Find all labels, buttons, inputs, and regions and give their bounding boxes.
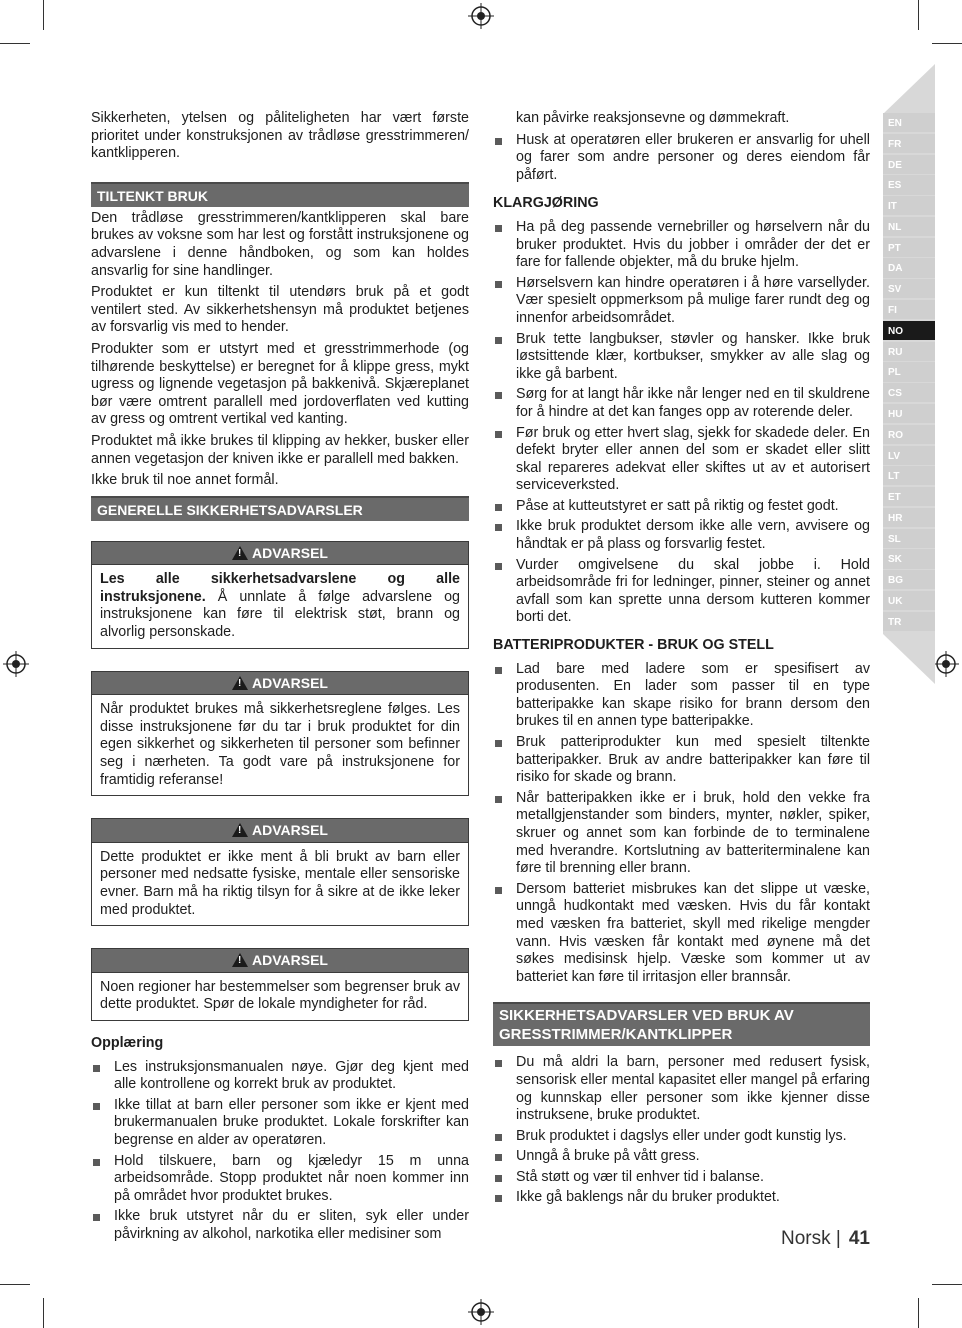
language-tab-it[interactable]: IT (883, 196, 935, 215)
list-item: Ikke gå baklengs når du bruker produktet. (493, 1189, 870, 1207)
crop-mark (932, 43, 962, 44)
list-item: Les instruksjonsmanualen nøye. Gjør deg kjent med alle kontrollene og korrekt bruk av produktet. (91, 1059, 469, 1094)
warning-box (91, 818, 469, 926)
warning-icon (232, 676, 248, 690)
language-tab-tr[interactable]: TR (883, 612, 935, 631)
list-item: Lad bare med ladere som er spesifisert av produsenten. En lader som passer til en type batteripakke kan skape risiko for brann dersom den brukes til en annen type batteripakke. (493, 661, 870, 731)
crop-mark (918, 0, 919, 30)
crop-mark (0, 1284, 30, 1285)
trimmer-safety-list (493, 1054, 870, 1207)
general-safety-heading: GENERELLE SIKKERHETSADVARSLER (91, 496, 469, 521)
paragraph: Produkter som er utstyrt med et gresstrimmerhode (og tilhørende beskyttelse) er beregnet for å klippe gress, mykt ugress og lignende vegetasjon på bakkenivå. Skjæreplanet bør være omtrent parallell med jordoverflaten ved kutting av gress og omtrent vertikal ved kanting. (91, 340, 469, 428)
registration-mark-icon (933, 651, 959, 677)
list-item: Bruk tette langbukser, støvler og hansker. Ikke bruk løstsittende klær, kortbukser, smykker av alle slag og ikke gå barbent. (493, 331, 870, 384)
language-tab-cs[interactable]: CS (883, 383, 935, 402)
paragraph: Produktet må ikke brukes til klipping av hekker, busker eller annen vegetasjon der kniven ikke er parallell med bakken. (91, 432, 469, 467)
language-tab-ro[interactable]: RO (883, 425, 935, 444)
page-number: 41 (848, 1228, 870, 1249)
list-item: Du må aldri la barn, personer med redusert fysisk, sensorisk eller mental kapasitet eller mangel på erfaring og kunnskap eller personer som ikke kjenner disse instruksene, bruke produktet. (493, 1054, 870, 1124)
list-item: Bruk patteriprodukter kun med spesielt tiltenkte batteripakker. Bruk av andre batteripakker kan føre til risiko for skade og brann. (493, 734, 870, 787)
preparation-list (493, 219, 870, 627)
right-column (493, 110, 870, 1215)
list-item: Påse at kutteutstyret er satt på riktig og festet godt. (493, 498, 870, 516)
warning-box (91, 671, 469, 797)
crop-mark (43, 1298, 44, 1328)
intro-text: Sikkerheten, ytelsen og påliteligheten har vært første prioritet under konstruksjonen av trådløse gresstrimmeren/ kantklipperen. (91, 110, 469, 162)
warning-icon (232, 953, 248, 967)
language-tab-es[interactable]: ES (883, 175, 935, 194)
left-column (91, 110, 469, 1252)
warning-title: ADVARSEL (252, 544, 328, 561)
list-item: Dersom batteriet misbrukes kan det slippe ut væske, unngå hudkontakt med væsken. Hvis du får kontakt med væsken fra batteriet, skyll med rikelige mengder vann. Hvis væsken får kontakt med øynene må det søkes medisinsk hjelp. Væske som kommer ut av batteriet kan føre til irritasjon eller brannsår. (493, 881, 870, 987)
language-tab-pl[interactable]: PL (883, 362, 935, 381)
list-item: Før bruk og etter hvert slag, sjekk for skadede deler. En defekt bryter eller annen del som er skadet eller slitt skal repareres adekvat eller skiftes ut av et autorisert serviceverksted. (493, 425, 870, 495)
list-item: Ikke bruk produktet dersom ikke alle vern, avvisere og håndtak er på plass og forsvarlig festet. (493, 518, 870, 553)
preparation-heading: KLARGJØRING (493, 195, 599, 212)
language-tab-sl[interactable]: SL (883, 529, 935, 548)
intended-use-heading: TILTENKT BRUK (91, 182, 469, 207)
language-tab-fr[interactable]: FR (883, 134, 935, 153)
language-tab-da[interactable]: DA (883, 258, 935, 277)
battery-heading: BATTERIPRODUKTER - BRUK OG STELL (493, 637, 774, 654)
warning-icon (232, 823, 248, 837)
list-item: Ikke tillat at barn eller personer som ikke er kjent med brukermanualen bruke produktet. Lokale forskrifter kan begrense en alder av operatøren. (91, 1097, 469, 1150)
list-item: Ikke bruk utstyret når du er sliten, syk eller under påvirkning av alkohol, narkotika eller medisiner som (91, 1208, 469, 1243)
battery-list (493, 661, 870, 987)
language-tab-ru[interactable]: RU (883, 342, 935, 361)
list-item: Ha på deg passende vernebriller og hørselvern når du bruker produktet. Hvis du jobber i områder der det er fare for fallende objekter, må du bruke hjelm. (493, 219, 870, 272)
list-item: Sørg for at langt hår ikke når lenger ned en til skuldrene for å hindre at det kan fanges opp av roterende deler. (493, 386, 870, 421)
language-tab-hr[interactable]: HR (883, 508, 935, 527)
registration-mark-icon (3, 651, 29, 677)
list-item: Når batteripakken ikke er i bruk, hold den vekke fra metallgjenstander som binders, mynter, nøkler, spiker, skruer og annet som kan forbinde de to terminalene med hverandre. Kortslutning av batteriterminalene kan føre til brenning eller brann. (493, 790, 870, 878)
warning-box (91, 948, 469, 1021)
warning-icon (232, 546, 248, 560)
language-tab-nl[interactable]: NL (883, 217, 935, 236)
language-tab-de[interactable]: DE (883, 155, 935, 174)
language-tab-lt[interactable]: LT (883, 466, 935, 485)
warning-text: Å unnlate å følge advarslene og instruksjonene kan føre til elektrisk støt, brann og alvorlig personskade. (100, 588, 460, 641)
language-tab-uk[interactable]: UK (883, 591, 935, 610)
language-tab-en[interactable]: EN (883, 113, 935, 132)
registration-mark-icon (468, 3, 494, 29)
list-item: Unngå å bruke på vått gress. (493, 1148, 870, 1166)
registration-mark-icon (468, 1299, 494, 1325)
crop-mark (0, 43, 30, 44)
language-tabs (883, 113, 935, 633)
warning-text: Når produktet brukes må sikkerhetsreglene følges. Les disse instruksjonene før du tar i bruk produktet for din egen sikkerhet og sikkerheten til personer som befinner seg i nærheten. Ta godt vare på instruksjonene for framtidig referanse! (100, 701, 460, 788)
warning-title: ADVARSEL (252, 674, 328, 691)
language-tab-lv[interactable]: LV (883, 446, 935, 465)
continuation-text: kan påvirke reaksjonsevne og dømmekraft. (516, 110, 790, 126)
warning-box (91, 541, 469, 649)
training-heading: Opplæring (91, 1034, 164, 1051)
language-tab-sk[interactable]: SK (883, 549, 935, 568)
warning-text: Noen regioner har bestemmelser som begrenser bruk av dette produktet. Spør de lokale myndigheter for råd. (100, 978, 460, 1013)
language-tab-no[interactable]: NO (883, 321, 935, 340)
language-tab-fi[interactable]: FI (883, 300, 935, 319)
paragraph: Ikke bruk til noe annet formål. (91, 472, 279, 489)
language-tab-pt[interactable]: PT (883, 238, 935, 257)
list-item: Hørselsvern kan hindre operatøren i å høre varsellyder. Vær spesielt oppmerksom på mulige farer rundt deg og innenfor arbeidsområdet. (493, 275, 870, 328)
language-tab-hu[interactable]: HU (883, 404, 935, 423)
list-item: Vurder omgivelsene du skal jobbe i. Hold arbeidsområde fri for ledninger, pinner, steiner og annet avfall som kan sprette unna dersom kutteren kommer borti det. (493, 557, 870, 627)
paragraph: Produktet er kun tiltenkt til utendørs bruk på et godt ventilert sted. Av sikkerhetshensyn må produktet betjenes av forsvarlig vis med to hender. (91, 284, 469, 336)
warning-title: ADVARSEL (252, 952, 328, 969)
list-item: Bruk produktet i dagslys eller under godt kunstig lys. (493, 1128, 870, 1146)
trimmer-safety-heading: SIKKERHETSADVARSLER VED BRUK AV GRESSTRIMMER/KANTKLIPPER (493, 1002, 870, 1046)
page-footer (781, 1230, 870, 1248)
crop-mark (918, 1298, 919, 1328)
list-item: Husk at operatøren eller brukeren er ansvarlig for uhell og farer som andre personer og deres eiendom får påført. (493, 132, 870, 185)
warning-text: Dette produktet er ikke ment å bli brukt av barn eller personer med nedsatte fysiske, mentale eller sensoriske evner. Barn må ha riktig tilsyn for å sikre at de ikke leker med produktet. (100, 848, 460, 918)
warning-bold-text: Les alle sikkerhetsadvarslene og alle instruksjonene. (100, 571, 460, 605)
list-item: Hold tilskuere, barn og kjæledyr 15 m unna arbeidsområde. Stopp produktet når noen kommer inn på området hvor produktet brukes. (91, 1153, 469, 1206)
crop-mark (43, 0, 44, 30)
language-tab-et[interactable]: ET (883, 487, 935, 506)
list-item: Stå støtt og vær til enhver tid i balanse. (493, 1169, 870, 1187)
training-list-cont (493, 132, 870, 185)
language-tab-sv[interactable]: SV (883, 279, 935, 298)
paragraph: Den trådløse gresstrimmeren/kantklipperen skal bare brukes av voksne som har lest og forstått instruksjonene og advarslene i denne håndboken, og som kan holdes ansvarlig for sine handlinger. (91, 209, 469, 279)
warning-title: ADVARSEL (252, 822, 328, 839)
crop-mark (932, 1284, 962, 1285)
training-list (91, 1059, 469, 1244)
language-tab-bg[interactable]: BG (883, 570, 935, 589)
footer-language: Norsk | (781, 1228, 841, 1249)
intended-use-body (91, 210, 469, 490)
